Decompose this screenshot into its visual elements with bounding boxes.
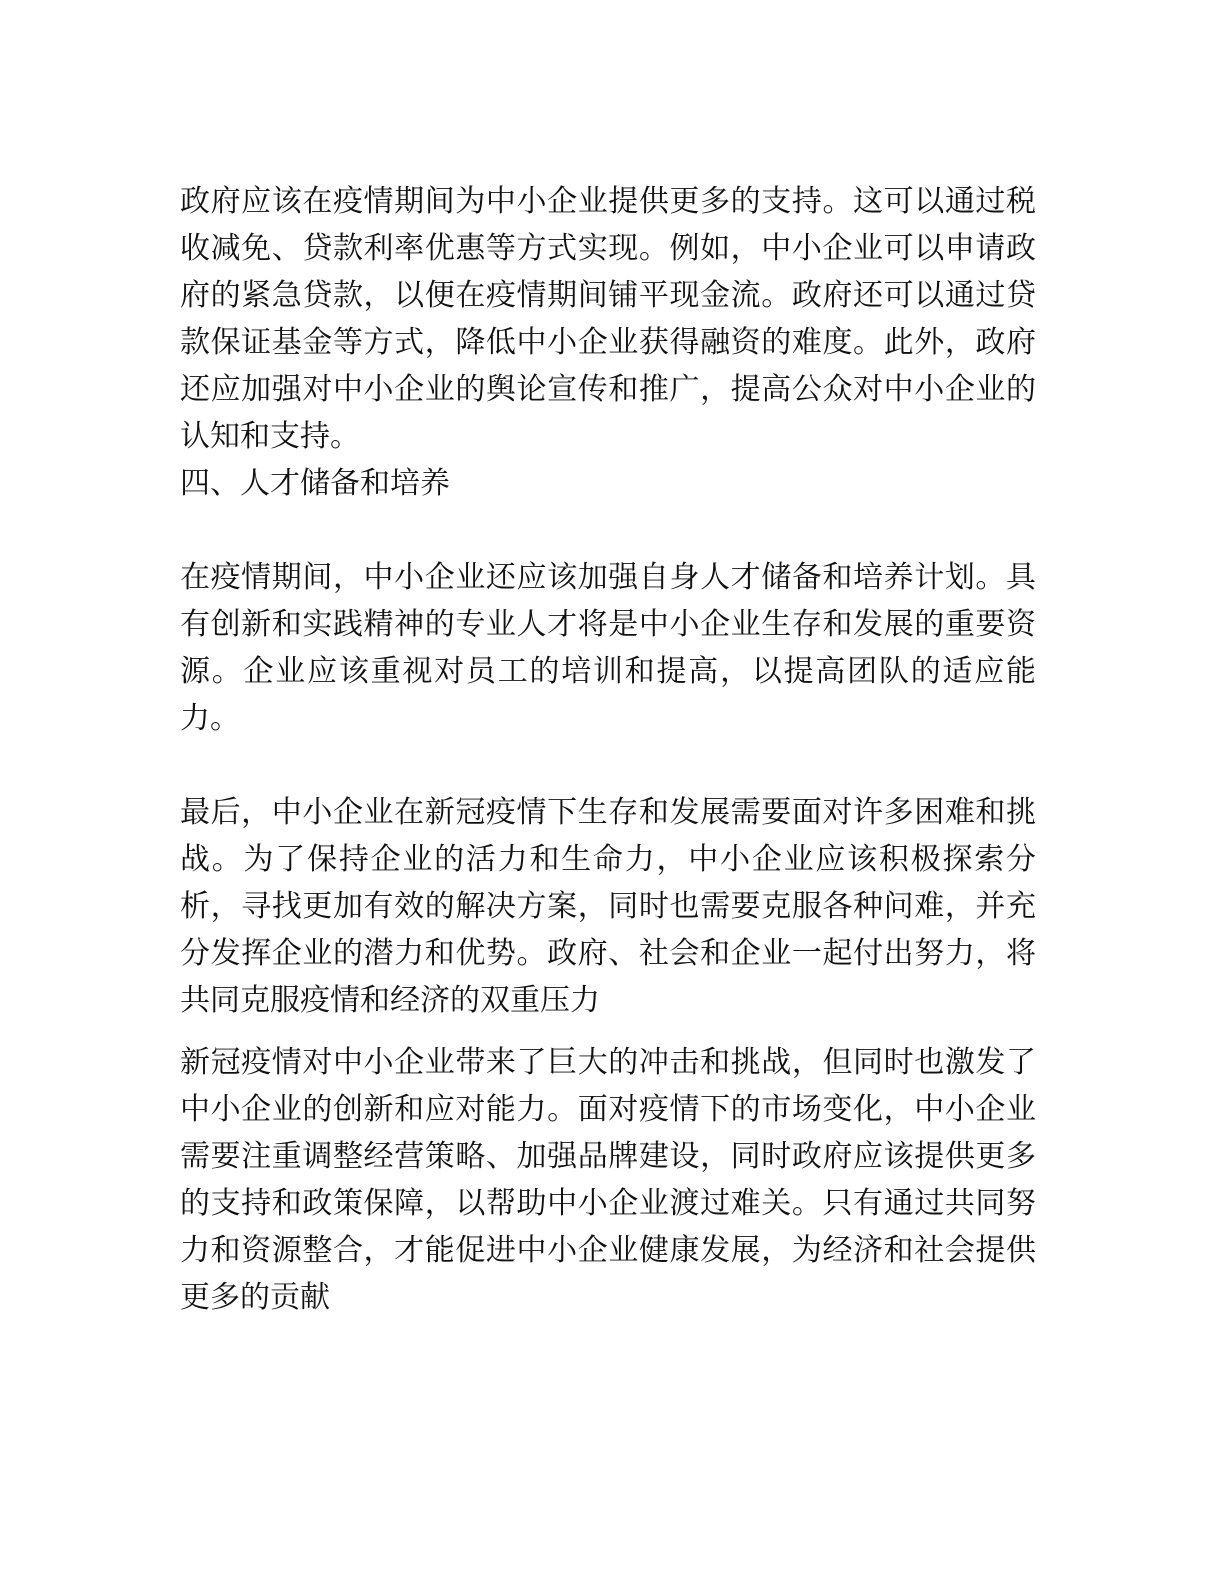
- paragraph-conclusion: 最后，中小企业在新冠疫情下生存和发展需要面对许多困难和挑战。为了保持企业的活力和生命力，中小企业应该积极探索分析，寻找更加有效的解决方案，同时也需要克服各种问难，并充分发挥企业的潜力和优势。政府、社会和企业一起付出努力，将共同克服疫情和经济的双重压力: [180, 795, 1036, 1018]
- paragraph-talent-reserve: 在疫情期间，中小企业还应该加强自身人才储备和培养计划。具有创新和实践精神的专业人才将是中小企业生存和发展的重要资源。企业应该重视对员工的培训和提高，以提高团队的适应能力。: [180, 560, 1036, 736]
- document-page: [180, 178, 1036, 1321]
- paragraph-summary: 新冠疫情对中小企业带来了巨大的冲击和挑战，但同时也激发了中小企业的创新和应对能力。面对疫情下的市场变化，中小企业需要注重调整经营策略、加强品牌建设，同时政府应该提供更多的支持和政策保障，以帮助中小企业渡过难关。只有通过共同努力和资源整合，才能促进中小企业健康发展，为经济和社会提供更多的贡献: [180, 1045, 1036, 1315]
- paragraph-government-support: 政府应该在疫情期间为中小企业提供更多的支持。这可以通过税收减免、贷款利率优惠等方式实现。例如，中小企业可以申请政府的紧急贷款，以便在疫情期间铺平现金流。政府还可以通过贷款保证基金等方式，降低中小企业获得融资的难度。此外，政府还应加强对中小企业的舆论宣传和推广，提高公众对中小企业的认知和支持。: [180, 184, 1036, 454]
- section-heading: 四、人才储备和培养: [180, 466, 450, 501]
